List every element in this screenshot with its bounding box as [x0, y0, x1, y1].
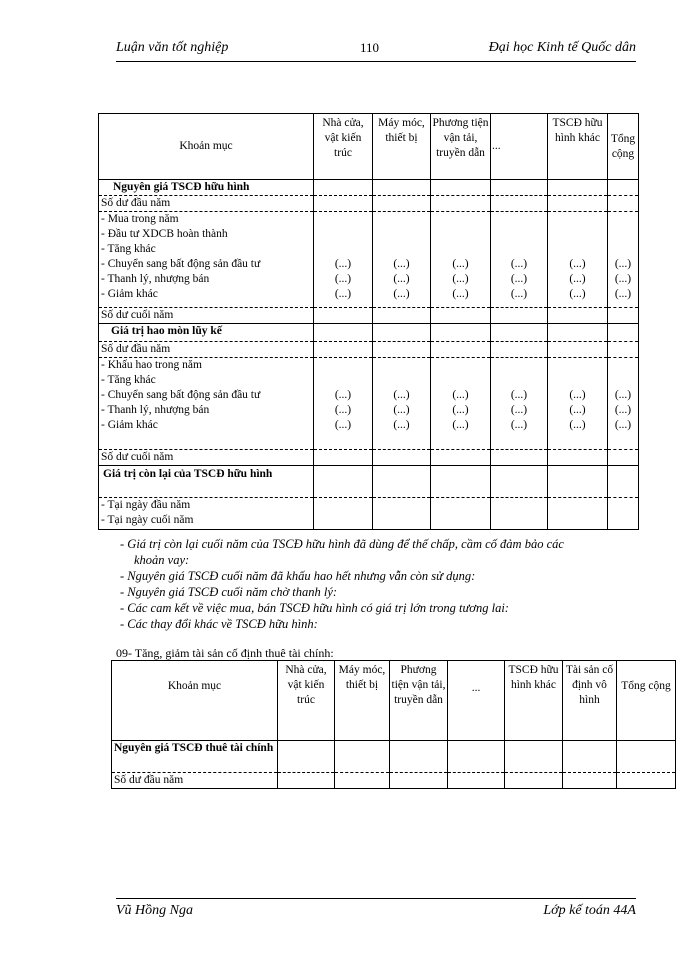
line-item: - Khấu hao trong năm: [101, 359, 202, 371]
page-header: [116, 40, 636, 60]
placeholder-value: (...): [452, 288, 469, 300]
col-header: TSCĐ hữu hình khác: [505, 661, 563, 741]
placeholder-value: (...): [393, 273, 410, 285]
note-line: - Nguyên giá TSCĐ cuối năm chờ thanh lý:: [120, 585, 338, 599]
placeholder-value: (...): [569, 404, 586, 416]
placeholder-value: (...): [393, 404, 410, 416]
item-list: [99, 358, 314, 450]
line-item: - Tăng khác: [101, 243, 156, 255]
placeholder-value: (...): [334, 273, 352, 285]
page-footer: [116, 903, 636, 919]
footer-author: Vũ Hồng Nga: [116, 903, 193, 918]
section-title: Giá trị hao mòn lũy kế: [99, 324, 314, 342]
note-line: - Giá trị còn lại cuối năm của TSCĐ hữu hình đã dùng để thế chấp, cầm cố đảm bảo các: [120, 537, 564, 551]
col-header: Phương tiện vận tải, truyền dẫn: [390, 661, 448, 741]
placeholder-value: (...): [510, 404, 528, 416]
row-label: Số dư cuối năm: [99, 308, 314, 324]
header-university: Đại học Kinh tế Quốc dân: [488, 40, 636, 55]
placeholder-value: (...): [334, 288, 352, 300]
placeholder-value: (...): [452, 389, 469, 401]
line-item: - Tăng khác: [101, 374, 156, 386]
col-header: Máy móc, thiết bị: [335, 661, 390, 741]
footer-class: Lớp kế toán 44A: [543, 903, 636, 918]
col-header: Máy móc, thiết bị: [373, 114, 431, 180]
col-header: TSCĐ hữu hình khác: [548, 114, 608, 180]
col-header: Phương tiện vận tải, truyền dẫn: [431, 114, 491, 180]
header-thesis-label: Luận văn tốt nghiệp: [116, 40, 229, 55]
placeholder-value: (...): [614, 389, 632, 401]
placeholder-value: (...): [569, 288, 586, 300]
placeholder-value: (...): [614, 273, 632, 285]
col-header: Tổng cộng: [617, 661, 676, 741]
placeholder-value: (...): [510, 273, 528, 285]
col-header: Tài sản cố định vô hình: [563, 661, 617, 741]
placeholder-value: (...): [334, 404, 352, 416]
row-label: Số dư đầu năm: [99, 342, 314, 358]
note-line: - Các cam kết về việc mua, bán TSCĐ hữu hình có giá trị lớn trong tương lai:: [120, 601, 509, 615]
line-item: - Chuyển sang bất động sản đầu tư: [101, 258, 261, 270]
tangible-assets-table: [98, 113, 639, 530]
table2-header-row: [112, 661, 676, 741]
line-item: - Tại ngày đầu năm: [101, 499, 191, 511]
table-row: [99, 450, 639, 466]
line-item: - Thanh lý, nhượng bán: [101, 404, 210, 416]
section-title: Nguyên giá TSCĐ hữu hình: [99, 180, 314, 196]
placeholder-value: (...): [393, 389, 410, 401]
col-header: Tổng cộng: [608, 114, 639, 180]
line-item: - Thanh lý, nhượng bán: [101, 273, 210, 285]
table-row: [99, 358, 639, 450]
item-list: [99, 212, 314, 308]
table1-header-row: [99, 114, 639, 180]
placeholder-value: (...): [334, 258, 352, 270]
line-item: - Đầu tư XDCB hoàn thành: [101, 228, 228, 240]
placeholder-value: (...): [452, 404, 469, 416]
table-row: [99, 180, 639, 196]
placeholder-value: (...): [393, 288, 410, 300]
placeholder-value: (...): [452, 258, 469, 270]
placeholder-value: (...): [569, 258, 586, 270]
table-row: [99, 196, 639, 212]
placeholder-value: (...): [614, 404, 632, 416]
finance-lease-table: [111, 660, 676, 789]
col-header: Khoản mục: [99, 114, 314, 180]
placeholder-value: (...): [510, 258, 528, 270]
placeholder-value: (...): [334, 419, 352, 431]
note-line: - Các thay đổi khác về TSCĐ hữu hình:: [120, 617, 318, 631]
header-rule: [116, 61, 636, 62]
table-row: [99, 212, 639, 308]
placeholder-value: (...): [334, 389, 352, 401]
col-header: ...: [448, 661, 505, 741]
placeholder-value: (...): [393, 419, 410, 431]
table-row: [99, 342, 639, 358]
section-title: Nguyên giá TSCĐ thuê tài chính: [112, 741, 278, 773]
section-title: Giá trị còn lại của TSCĐ hữu hình: [99, 466, 314, 498]
row-label: Số dư đầu năm: [112, 773, 278, 789]
section-09-title: 09- Tăng, giảm tài sản cố định thuê tài chính:: [116, 646, 334, 660]
line-item: - Giảm khác: [101, 288, 158, 300]
placeholder-value: (...): [569, 273, 586, 285]
placeholder-value: (...): [614, 419, 632, 431]
note-line: khoản vay:: [134, 553, 190, 567]
page-number: 110: [360, 40, 380, 55]
row-label: Số dư đầu năm: [99, 196, 314, 212]
table-row: [99, 498, 639, 530]
line-item: - Giảm khác: [101, 419, 158, 431]
line-item: - Tại ngày cuối năm: [101, 514, 194, 526]
placeholder-value: (...): [510, 419, 528, 431]
placeholder-value: (...): [569, 389, 586, 401]
col-header: Khoản mục: [112, 661, 278, 741]
table-row: [99, 466, 639, 498]
placeholder-value: (...): [510, 288, 528, 300]
placeholder-value: (...): [569, 419, 586, 431]
line-item: - Chuyển sang bất động sản đầu tư: [101, 389, 261, 401]
col-header: Nhà cửa, vật kiến trúc: [314, 114, 373, 180]
table-row: [99, 308, 639, 324]
note-line: - Nguyên giá TSCĐ cuối năm đã khấu hao hết nhưng vẫn còn sử dụng:: [120, 569, 476, 583]
col-header: Nhà cửa, vật kiến trúc: [278, 661, 335, 741]
placeholder-value: (...): [510, 389, 528, 401]
placeholder-value: (...): [452, 273, 469, 285]
item-list: [99, 498, 314, 530]
table-row: [112, 773, 676, 789]
table-row: [112, 741, 676, 773]
placeholder-value: (...): [452, 419, 469, 431]
col-header: ...: [491, 114, 548, 180]
row-label: Số dư cuối năm: [99, 450, 314, 466]
footer-rule: [116, 898, 636, 899]
line-item: - Mua trong năm: [101, 213, 179, 225]
table-row: [99, 324, 639, 342]
placeholder-value: (...): [614, 258, 632, 270]
placeholder-value: (...): [393, 258, 410, 270]
placeholder-value: (...): [614, 288, 632, 300]
notes-list: [120, 536, 640, 632]
